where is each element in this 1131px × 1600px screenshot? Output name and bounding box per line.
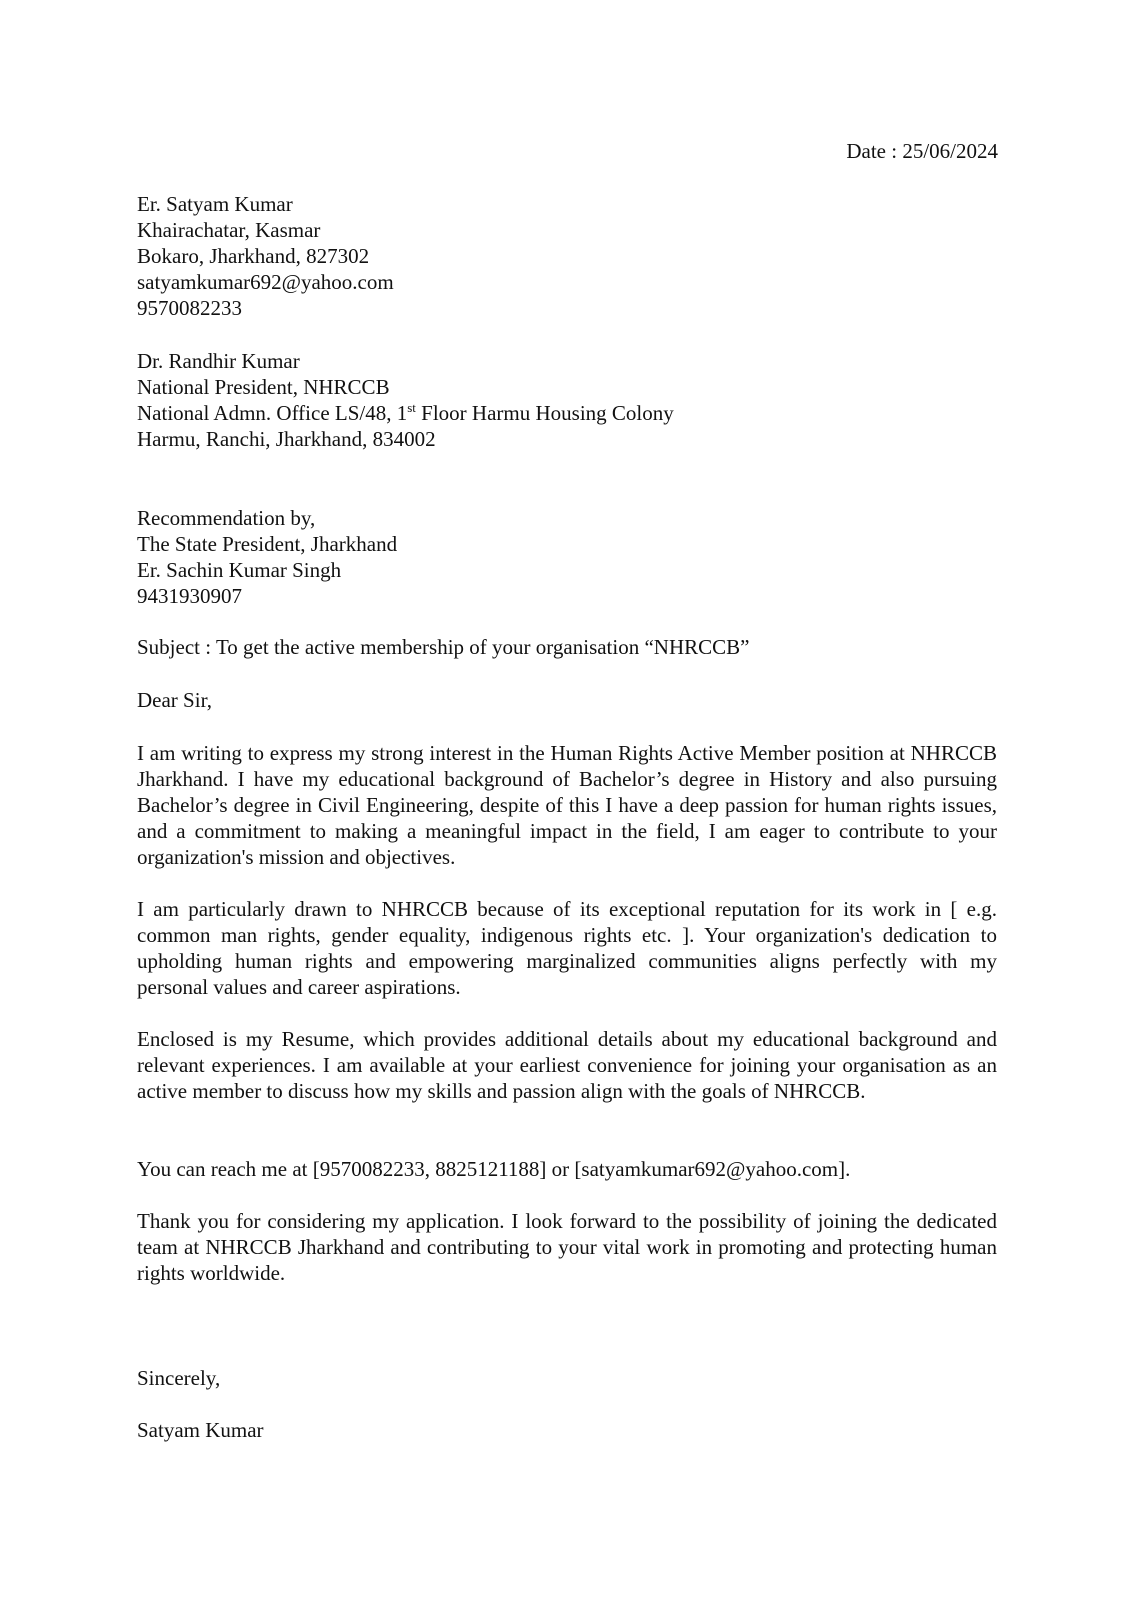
recipient-address-line1 bbox=[137, 400, 997, 426]
letter-date: Date : 25/06/2024 bbox=[846, 139, 998, 163]
sender-email: satyamkumar692@yahoo.com bbox=[137, 270, 394, 294]
sender-address-line1: Khairachatar, Kasmar bbox=[137, 218, 321, 242]
recipient-title: National President, NHRCCB bbox=[137, 375, 390, 399]
recommender-role: The State President, Jharkhand bbox=[137, 532, 398, 556]
recommendation-heading: Recommendation by, bbox=[137, 506, 316, 530]
closing: Sincerely, bbox=[137, 1366, 221, 1390]
recipient-name: Dr. Randhir Kumar bbox=[137, 349, 300, 373]
sender-address-block bbox=[137, 191, 997, 321]
salutation: Dear Sir, bbox=[137, 688, 212, 712]
subject-line: Subject : To get the active membership of your organisation “NHRCCB” bbox=[137, 635, 750, 659]
address-line1-text-cont: Floor Harmu Housing Colony bbox=[415, 401, 674, 425]
body-paragraph-2: I am particularly drawn to NHRCCB because of its exceptional reputation for its work in [ e.g. common man rights, gender equality, indigenous rights etc. ]. Your organization's dedication to upholding human rights and empowering marginalized communities aligns perfectly with my personal values and career aspirations. bbox=[137, 897, 997, 999]
address-line1-text: National Admn. Office LS/48, 1 bbox=[137, 401, 408, 425]
recipient-address-block bbox=[137, 348, 997, 452]
body-paragraph-1: I am writing to express my strong interest in the Human Rights Active Member position at NHRCCB Jharkhand. I have my educational background of Bachelor’s degree in History and also pursuing Bachelor’s degree in Civil Engineering, despite of this I have a deep passion for human rights issues, and a commitment to making a meaningful impact in the field, I am eager to contribute to your organization's mission and objectives. bbox=[137, 741, 997, 869]
sender-phone: 9570082233 bbox=[137, 296, 242, 320]
body-paragraph-3: Enclosed is my Resume, which provides additional details about my educational background and relevant experiences. I am available at your earliest convenience for joining your organisation as an active member to discuss how my skills and passion align with the goals of NHRCCB. bbox=[137, 1027, 997, 1103]
body-paragraph-contact: You can reach me at [9570082233, 8825121188] or [satyamkumar692@yahoo.com]. bbox=[137, 1157, 851, 1181]
recommender-phone: 9431930907 bbox=[137, 584, 242, 608]
sender-name: Er. Satyam Kumar bbox=[137, 192, 293, 216]
signature-name: Satyam Kumar bbox=[137, 1418, 264, 1442]
ordinal-superscript: st bbox=[407, 400, 416, 415]
sender-address-line2: Bokaro, Jharkhand, 827302 bbox=[137, 244, 370, 268]
body-paragraph-5: Thank you for considering my application. I look forward to the possibility of joining the dedicated team at NHRCCB Jharkhand and contributing to your vital work in promoting and protecting human rights worldwide. bbox=[137, 1209, 997, 1285]
recommendation-block bbox=[137, 505, 997, 609]
recipient-address-line2: Harmu, Ranchi, Jharkhand, 834002 bbox=[137, 427, 436, 451]
recommender-name: Er. Sachin Kumar Singh bbox=[137, 558, 342, 582]
